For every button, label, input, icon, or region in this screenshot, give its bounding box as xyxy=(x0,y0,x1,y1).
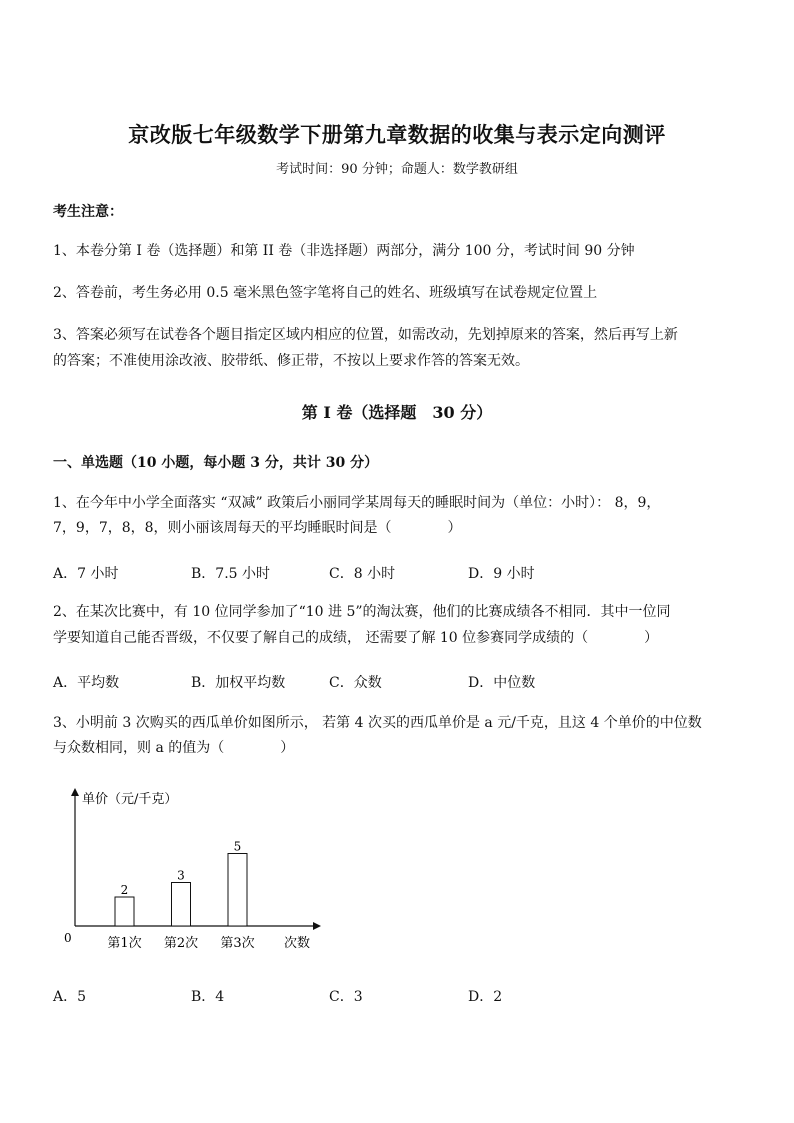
question-3-option-c[interactable]: C．3 xyxy=(329,989,363,1005)
question-1-line-1: 1、在今年中小学全面落实 “双减” 政策后小丽同学某周每天的睡眠时间为（单位：小时）： 8，9， xyxy=(53,495,661,511)
bar-3 xyxy=(228,854,247,927)
category-label-1: 第1次 xyxy=(107,936,142,951)
question-1-option-b[interactable]: B．7.5 小时 xyxy=(191,566,271,582)
bar-1 xyxy=(115,897,134,926)
notice-item-2: 2、答卷前，考生务必用 0.5 毫米黑色签字笔将自己的姓名、班级填写在试卷规定位置上 xyxy=(53,285,598,301)
y-axis-label: 单价（元/千克） xyxy=(82,792,178,807)
question-1-option-a[interactable]: A．7 小时 xyxy=(53,566,119,582)
question-2-option-b[interactable]: B．加权平均数 xyxy=(191,675,286,691)
origin-label: 0 xyxy=(64,931,72,945)
question-3-option-a[interactable]: A．5 xyxy=(53,989,87,1005)
exam-info: 考试时间：90 分钟；命题人：数学教研组 xyxy=(276,162,518,177)
question-1-option-d[interactable]: D．9 小时 xyxy=(468,566,535,582)
category-label-2: 第2次 xyxy=(163,936,199,951)
unit-price-bar-chart xyxy=(55,780,345,960)
bar-value-label-2: 3 xyxy=(177,868,185,883)
bar-value-label-3: 5 xyxy=(233,839,242,854)
question-2-line-1: 2、在某次比赛中，有 10 位同学参加了“10 进 5”的淘汰赛，他们的比赛成绩各不相同．其中一位同 xyxy=(53,604,671,620)
question-2-option-d[interactable]: D．中位数 xyxy=(468,675,536,691)
question-3-line-1: 3、小明前 3 次购买的西瓜单价如图所示， 若第 4 次买的西瓜单价是 a 元/千克，且这 4 个单价的中位数 xyxy=(53,715,702,731)
bar-value-label-1: 2 xyxy=(120,883,129,897)
question-3-option-b[interactable]: B．4 xyxy=(191,989,225,1005)
notice-item-1: 1、本卷分第 I 卷（选择题）和第 II 卷（非选择题）两部分，满分 100 分，考试时间 90 分钟 xyxy=(53,243,635,259)
question-2-line-2: 学要知道自己能否晋级，不仅要了解自己的成绩， 还需要了解 10 位参赛同学成绩的（ ） xyxy=(53,630,659,646)
question-3-option-d[interactable]: D．2 xyxy=(468,989,503,1005)
question-1-line-2: 7，9，7，8，8，则小丽该周每天的平均睡眠时间是（ ） xyxy=(53,520,462,536)
question-3-line-2: 与众数相同，则 a 的值为（ ） xyxy=(53,740,295,756)
notice-heading: 考生注意： xyxy=(53,204,123,220)
section-title: 第 I 卷（选择题 30 分） xyxy=(301,403,493,422)
part-heading: 一、单选题（10 小题，每小题 3 分，共计 30 分） xyxy=(53,455,379,471)
bar-2 xyxy=(172,883,191,927)
question-2-option-a[interactable]: A．平均数 xyxy=(53,675,120,691)
notice-item-3-cont: 的答案；不准使用涂改液、胶带纸、修正带，不按以上要求作答的答案无效。 xyxy=(53,353,529,369)
category-label-3: 第3次 xyxy=(220,936,255,951)
question-2-option-c[interactable]: C．众数 xyxy=(329,675,382,691)
notice-item-3: 3、答案必须写在试卷各个题目指定区域内相应的位置，如需改动，先划掉原来的答案，然后再写上新 xyxy=(53,327,678,343)
question-1-option-c[interactable]: C．8 小时 xyxy=(329,566,396,582)
x-axis-label: 次数 xyxy=(284,936,311,951)
page-title: 京改版七年级数学下册第九章数据的收集与表示定向测评 xyxy=(128,122,666,147)
